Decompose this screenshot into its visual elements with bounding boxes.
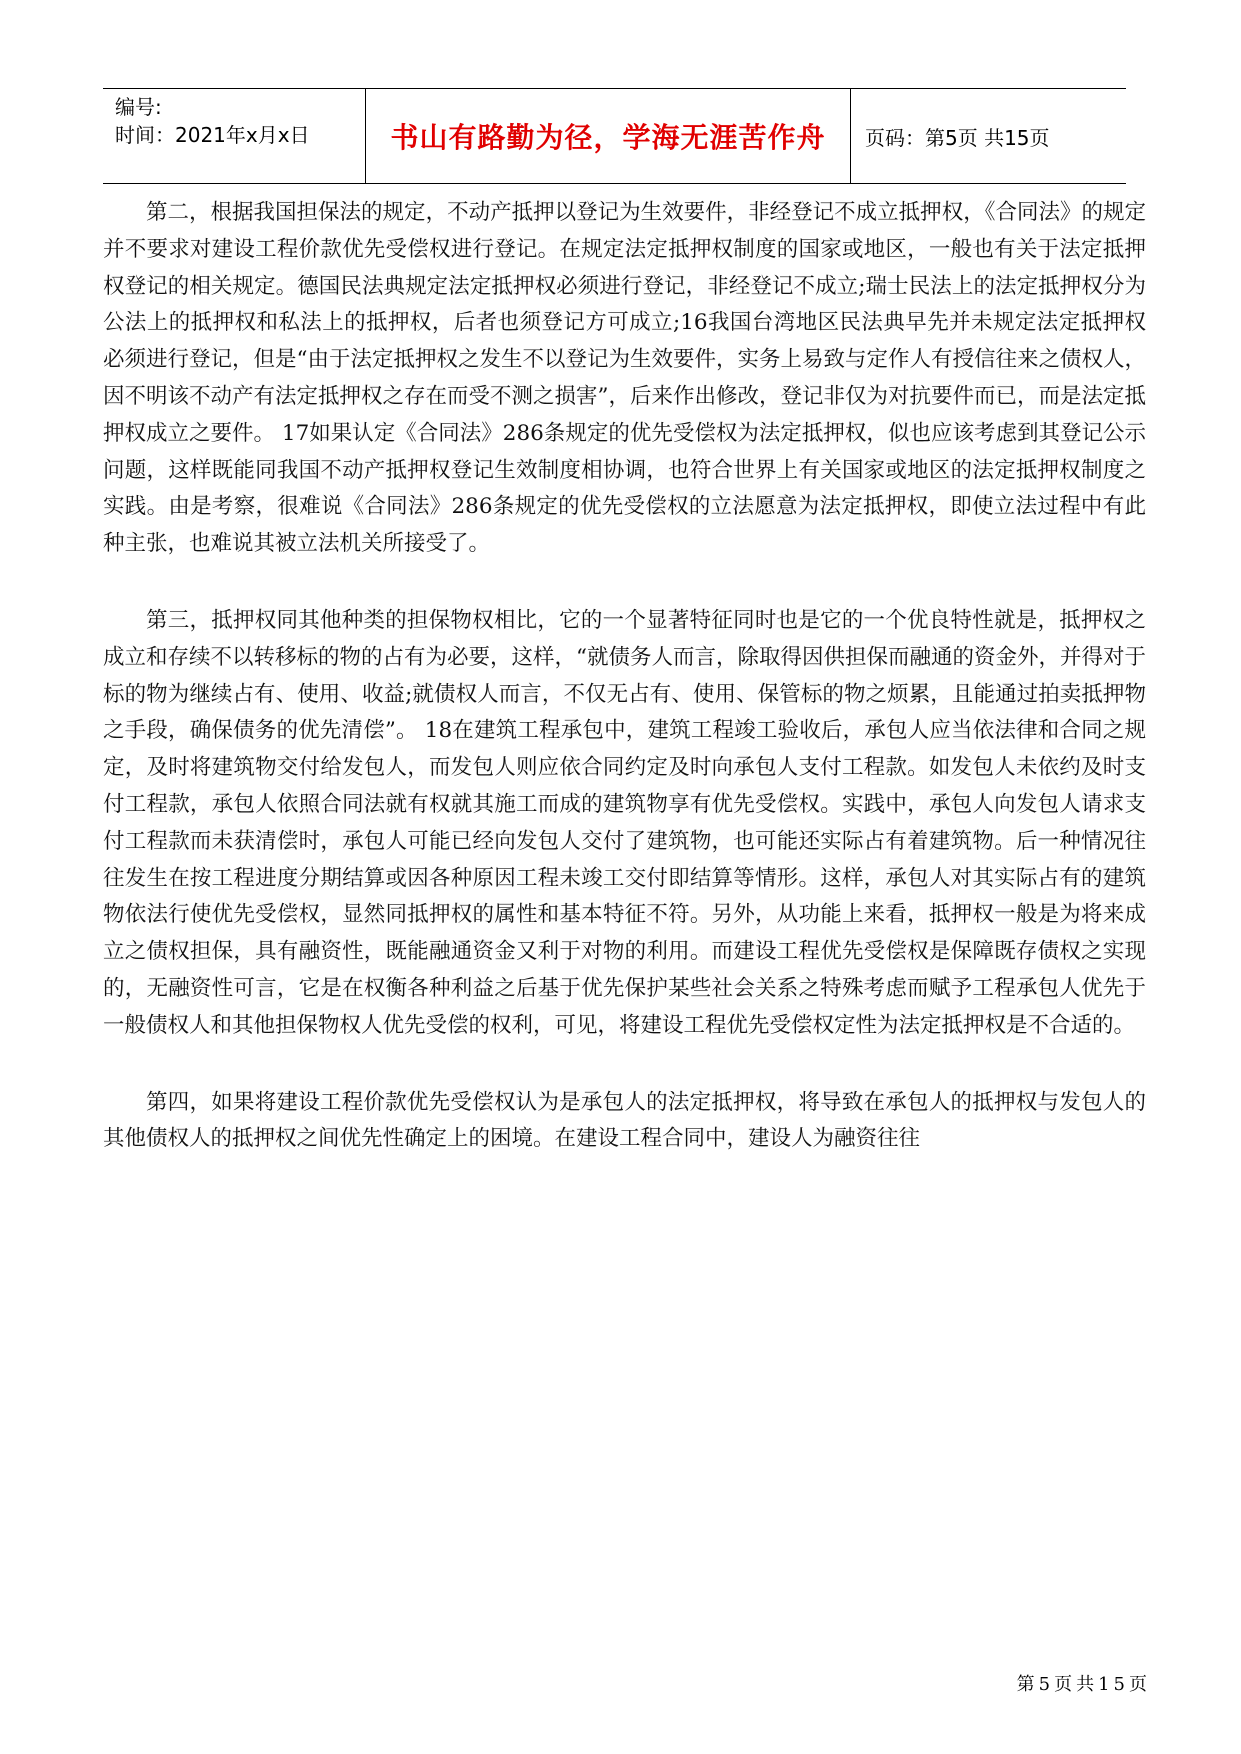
paragraph-2: 第二，根据我国担保法的规定，不动产抵押以登记为生效要件，非经登记不成立抵押权，《合同法》的规定并不要求对建设工程价款优先受偿权进行登记。在规定法定抵押权制度的国家或地区，一般也有关于法定抵押权登记的相关规定。德国民法典规定法定抵押权必须进行登记，非经登记不成立;瑞士民法上的法定抵押权分为公法上的抵押权和私法上的抵押权，后者也须登记方可成立;16我国台湾地区民法典早先并未规定法定抵押权必须进行登记，但是“由于法定抵押权之发生不以登记为生效要件，实务上易致与定作人有授信往来之债权人，因不明该不动产有法定抵押权之存在而受不测之损害”，后来作出修改，登记非仅为对抗要件而已，而是法定抵押权成立之要件。 17如果认定《合同法》286条规定的优先受偿权为法定抵押权，似也应该考虑到其登记公示问题，这样既能同我国不动产抵押权登记生效制度相协调，也符合世界上有关国家或地区的法定抵押权制度之实践。由是考察，很难说《合同法》286条规定的优先受偿权的立法愿意为法定抵押权，即使立法过程中有此种主张，也难说其被立法机关所接受了。 [103,200,1146,557]
header-left-cell [103,89,366,183]
header-page-label: 页码：第5页 共15页 [865,125,1050,150]
document-body [103,195,1146,1158]
number-label: 编号: [115,95,162,119]
paragraph-4: 第四，如果将建设工程价款优先受偿权认为是承包人的法定抵押权，将导致在承包人的抵押权与发包人的其他债权人的抵押权之间优先性确定上的困境。在建设工程合同中，建设人为融资往往 [103,1089,1146,1152]
page-footer: 第5页共15页 [1016,1674,1151,1695]
paragraph-3: 第三，抵押权同其他种类的担保物权相比，它的一个显著特征同时也是它的一个优良特性就是，抵押权之成立和存续不以转移标的物的占有为必要，这样，“就债务人而言，除取得因供担保而融通的资金外，并得对于标的物为继续占有、使用、收益;就债权人而言，不仅无占有、使用、保管标的物之烦累，且能通过拍卖抵押物之手段，确保债务的优先清偿”。 18在建筑工程承包中，建筑工程竣工验收后，承包人应当依法律和合同之规定，及时将建筑物交付给发包人，而发包人则应依合同约定及时向承包人支付工程款。如发包人未依约及时支付工程款，承包人依照合同法就有权就其施工而成的建筑物享有优先受偿权。实践中，承包人向发包人请求支付工程款而未获清偿时，承包人可能已经向发包人交付了建筑物，也可能还实际占有着建筑物。后一种情况往往发生在按工程进度分期结算或因各种原因工程未竣工交付即结算等情形。这样，承包人对其实际占有的建筑物依法行使优先受偿权，显然同抵押权的属性和基本特征不符。另外，从功能上来看，抵押权一般是为将来成立之债权担保，具有融资性，既能融通资金又利于对物的利用。而建设工程优先受偿权是保障既存债权之实现的，无融资性可言，它是在权衡各种利益之后基于优先保护某些社会关系之特殊考虑而赋予工程承包人优先于一般债权人和其他担保物权人优先受偿的权利，可见，将建设工程优先受偿权定性为法定抵押权是不合适的。 [103,607,1146,1038]
time-label: 时间：2021年x月x日 [115,123,310,147]
header-motto: 书山有路勤为径，学海无涯苦作舟 [366,89,851,183]
page-header [103,88,1126,184]
